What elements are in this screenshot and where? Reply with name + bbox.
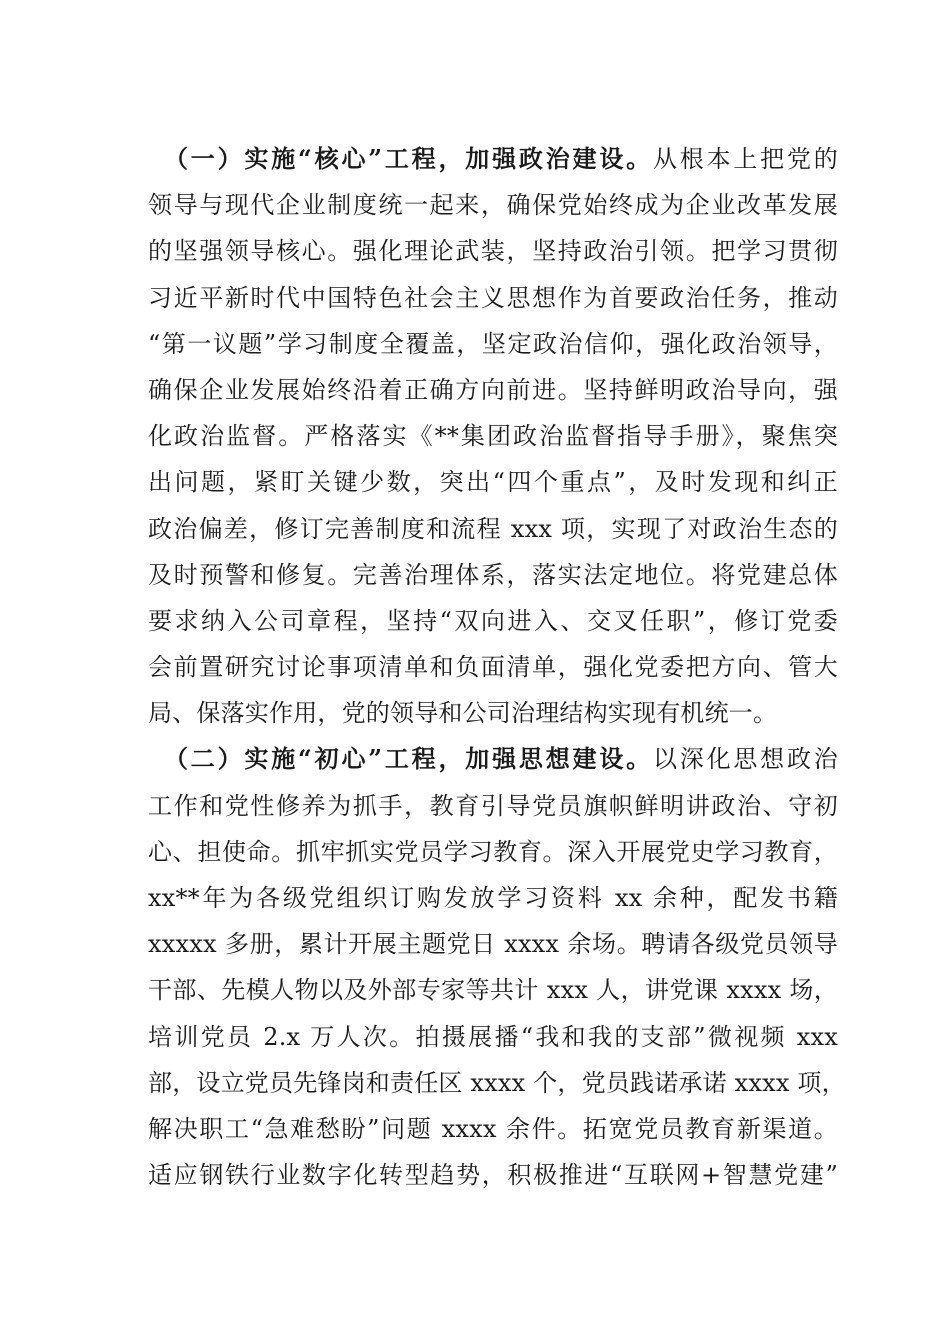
paragraph-line: 部，设立党员先锋岗和责任区 xxxx 个，党员践诺承诺 xxxx 项， (148, 1068, 846, 1097)
line-text: 以深化思想政治 (652, 745, 838, 774)
paragraph-line: 会前置研究讨论事项清单和负面清单，强化党委把方向、管大 (148, 653, 838, 682)
paragraph-line: 政治偏差，修订完善制度和流程 xxx 项，实现了对政治生态的 (148, 514, 838, 543)
paragraph-line: 要求纳入公司章程，坚持“双向进入、交叉任职”，修订党委 (148, 606, 838, 635)
paragraph-line: 确保企业发展始终沿着正确方向前进。坚持鲜明政治导向，强 (148, 375, 838, 404)
paragraph-line: 领导与现代企业制度统一起来，确保党始终成为企业改革发展 (148, 191, 838, 220)
paragraph-line: 的坚强领导核心。强化理论武装，坚持政治引领。把学习贯彻 (148, 237, 838, 266)
paragraph-line: xx**年为各级党组织订购发放学习资料 xx 余种，配发书籍 (148, 884, 838, 912)
document-body (148, 136, 846, 1198)
paragraph-line: 解决职工“急难愁盼”问题 xxxx 余件。拓宽党员教育新渠道。 (148, 1114, 838, 1143)
paragraph-line: 习近平新时代中国特色社会主义思想作为首要政治任务，推动 (148, 283, 838, 312)
paragraph-line: 局、保落实作用，党的领导和公司治理结构实现有机统一。 (148, 699, 778, 728)
paragraph-line: 工作和党性修养为抓手，教育引导党员旗帜鲜明讲政治、守初 (148, 791, 838, 820)
paragraph-line (148, 736, 838, 782)
paragraph-line: 出问题，紧盯关键少数，突出“四个重点”，及时发现和纠正 (148, 468, 838, 497)
section-heading: （一）实施“核心”工程，加强政治建设。 (164, 144, 653, 173)
paragraph-line: 适应钢铁行业数字化转型趋势，积极推进“互联网+智慧党建” (148, 1161, 838, 1190)
paragraph-line: 培训党员 2.x 万人次。拍摄展播“我和我的支部”微视频 xxx (148, 1022, 838, 1051)
paragraph-line: 及时预警和修复。完善治理体系，落实法定地位。将党建总体 (148, 560, 838, 589)
line-text: 从根本上把党的 (652, 145, 838, 173)
paragraph-ideological-construction (148, 736, 846, 1198)
paragraph-line: 心、担使命。抓牢抓实党员学习教育。深入开展党史学习教育， (148, 837, 838, 866)
paragraph-line: 化政治监督。严格落实《**集团政治监督指导手册》，聚焦突 (148, 422, 838, 451)
paragraph-line: 干部、先模人物以及外部专家等共计 xxx 人，讲党课 xxxx 场， (148, 976, 838, 1005)
paragraph-line: xxxxx 多册，累计开展主题党日 xxxx 余场。聘请各级党员领导 (148, 930, 838, 959)
paragraph-line (148, 136, 838, 182)
section-heading: （二）实施“初心”工程，加强思想建设。 (164, 744, 653, 774)
paragraph-political-construction (148, 136, 838, 736)
paragraph-line: “第一议题”学习制度全覆盖，坚定政治信仰，强化政治领导， (148, 329, 838, 358)
